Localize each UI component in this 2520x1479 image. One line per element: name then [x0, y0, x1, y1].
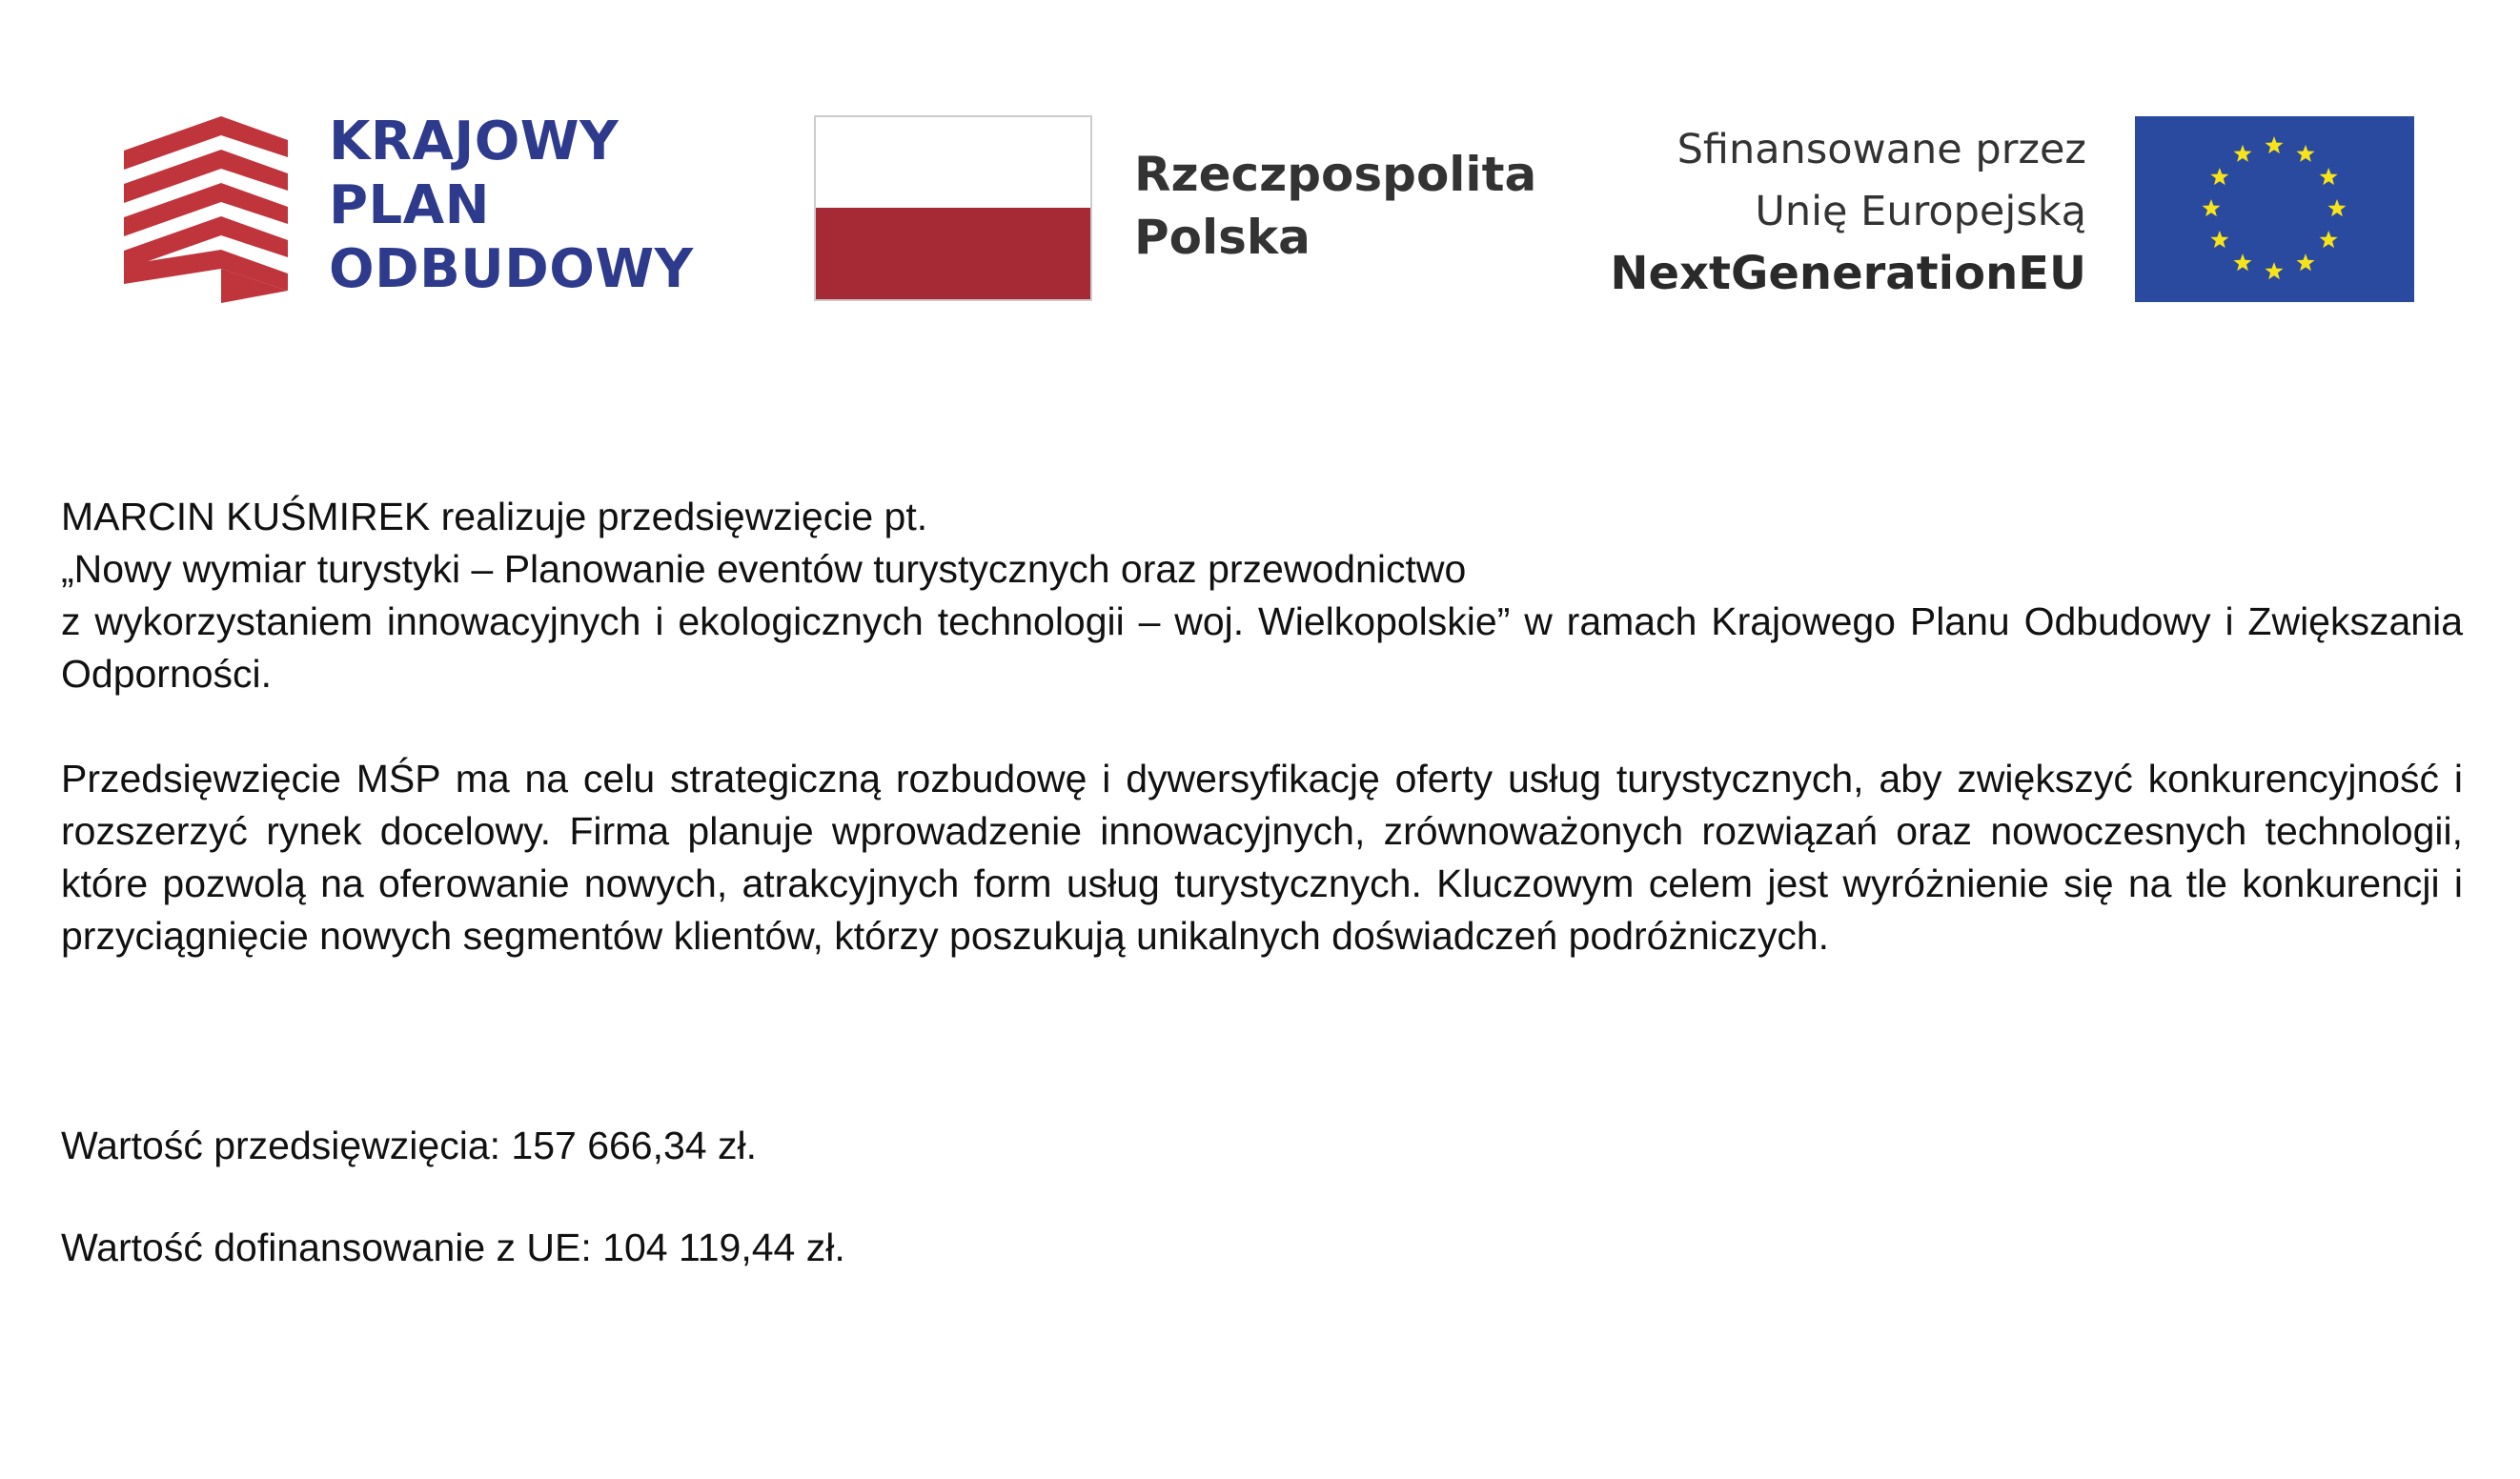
eu-line-1: Sfinansowane przez	[1677, 126, 2086, 173]
poland-line-1: Rzeczpospolita	[1134, 147, 1537, 202]
eu-funding-value: Wartość dofinansowanie z UE: 104 119,44 zł.	[61, 1226, 845, 1269]
project-value: Wartość przedsięwzięcia: 157 666,34 zł.	[61, 1124, 757, 1167]
intro-line-3: z wykorzystaniem innowacyjnych i ekologicznych technologii – woj. Wielkopolskie” w ramach Krajowego Planu Odbudowy i Zwiększania Odporności.	[61, 599, 2463, 696]
eu-line-3: NextGenerationEU	[1610, 247, 2086, 300]
poland-line-2: Polska	[1134, 210, 1311, 265]
intro-line-2: „Nowy wymiar turystyki – Planowanie eventów turystycznych oraz przewodnictwo	[61, 547, 1467, 591]
eu-logo-text	[1610, 119, 2086, 305]
eu-flag	[2135, 116, 2414, 302]
intro-line-1: MARCIN KUŚMIREK realizuje przedsięwzięcie pt.	[61, 495, 928, 538]
poland-flag	[815, 116, 1091, 300]
kpo-line-2: PLAN	[329, 174, 490, 236]
kpo-logo-mark	[124, 116, 288, 303]
kpo-logo-text	[329, 110, 694, 301]
poland-logo-text	[1134, 143, 1536, 269]
kpo-line-3: ODBUDOWY	[329, 238, 694, 300]
logo-strip	[0, 0, 2520, 343]
eu-line-2: Unię Europejską	[1755, 188, 2086, 235]
document-body	[61, 491, 2463, 1274]
project-intro	[61, 491, 2463, 700]
project-description: Przedsięwzięcie MŚP ma na celu strategiczną rozbudowę i dywersyfikację oferty usług turystycznych, aby zwiększyć konkurencyjność i rozszerzyć rynek docelowy. Firma planuje wprowadzenie innowacyjnych, zrównoważonych rozwiązań oraz nowoczesnych technologii, które pozwolą na oferowanie nowych, atrakcyjnych form usług turystycznych. Kluczowym celem jest wyróżnienie się na tle konkurencji i przyciągnięcie nowych segmentów klientów, którzy poszukują unikalnych doświadczeń podróżniczych.	[61, 757, 2463, 958]
kpo-line-1: KRAJOWY	[329, 111, 620, 172]
